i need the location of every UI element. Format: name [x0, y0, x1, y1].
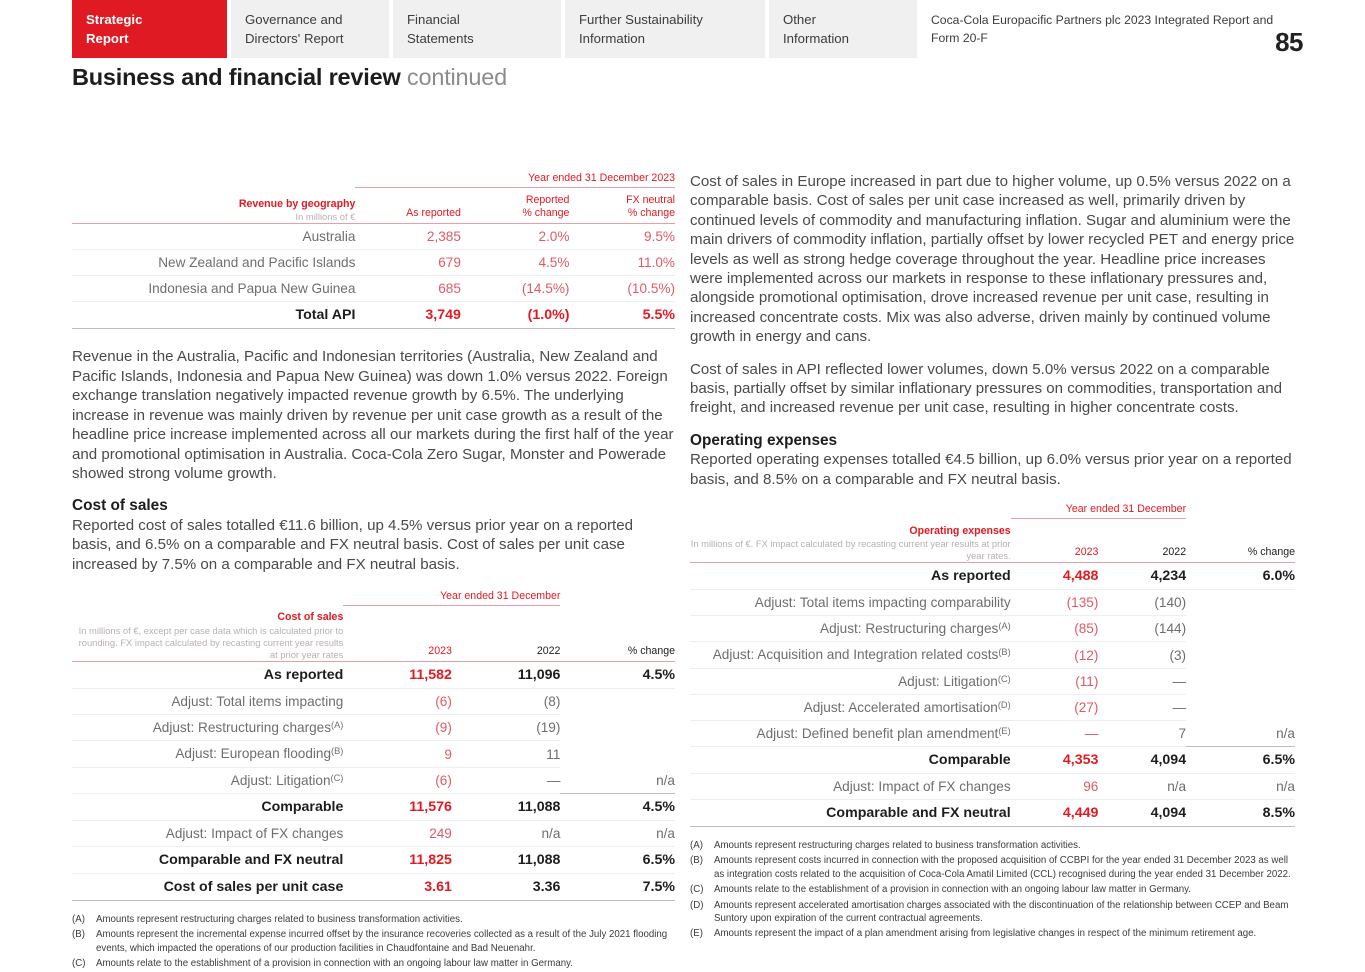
table-column-header-row [72, 605, 675, 661]
row-value-2022: 3.36 [452, 873, 561, 900]
column-header-as-reported [355, 188, 461, 224]
cost-of-sales-table [72, 590, 675, 901]
section-tabbar [72, 0, 1293, 58]
row-value-as-reported: 679 [355, 250, 461, 276]
row-value-change: n/a [560, 820, 675, 846]
row-label [72, 767, 343, 793]
row-value-change-na: n/a [656, 772, 675, 788]
row-value-reported-change: (1.0%) [461, 302, 570, 329]
footnote-item [72, 928, 675, 955]
table-row-per-unit-case [72, 873, 675, 900]
row-value-2023: (12) [1011, 642, 1099, 668]
row-label: Total API [72, 302, 355, 329]
row-label-footnote-mark: (B) [331, 746, 344, 757]
row-value-2023: 96 [1011, 774, 1099, 800]
row-value-2023: 9 [343, 741, 452, 767]
row-value-reported-change: 4.5% [461, 250, 570, 276]
row-value-2023: (135) [1011, 590, 1099, 616]
spacer-cell [690, 503, 1011, 519]
row-value-fx-neutral-change: 5.5% [569, 302, 675, 329]
operating-expenses-table-caption [690, 519, 1011, 563]
row-value-fx-neutral-change: 11.0% [569, 250, 675, 276]
page-title-continued: continued [406, 64, 508, 90]
tab-label-line1: Strategic [86, 11, 143, 27]
footnote-mark: (C) [690, 884, 704, 896]
row-value-fx-neutral-change: 9.5% [569, 224, 675, 250]
table-row-as-reported [72, 662, 675, 689]
row-value-2022: (3) [1098, 642, 1186, 668]
row-value-2022: n/a [1098, 774, 1186, 800]
row-value-2022: (140) [1098, 590, 1186, 616]
row-label-footnote-mark: (C) [330, 772, 344, 783]
column-header-2023: 2023 [1011, 519, 1099, 563]
column-header-line1: FX neutral [626, 194, 675, 206]
row-value-2022: 4,094 [1098, 800, 1186, 827]
row-label: Adjust: Impact of FX changes [72, 820, 343, 846]
footnote-item [72, 957, 675, 970]
row-value-2023: 4,449 [1011, 800, 1099, 827]
row-label [72, 715, 343, 741]
row-value-2022: 11,088 [452, 793, 561, 820]
tab-strategic-report[interactable] [72, 0, 227, 58]
right-paragraph-operating-expenses: Reported operating expenses totalled €4.5 billion, up 6.0% versus prior year on a reported basis, and 8.5% on a comparable and FX neutral basis. [690, 451, 1292, 488]
right-column [690, 172, 1295, 943]
row-value-2023: 4,353 [1011, 747, 1099, 774]
tab-label-line2: Information [579, 31, 645, 46]
footnote-mark: (A) [72, 913, 85, 925]
row-label-footnote-mark: (B) [998, 647, 1011, 658]
table-span-header-row [72, 172, 675, 188]
row-value-2022: 4,234 [1098, 563, 1186, 590]
footnote-item [690, 927, 1295, 940]
footnote-mark: (B) [72, 929, 85, 941]
footnote-text: Amounts relate to the establishment of a provision in connection with an ongoing labour law matter in Germany. [714, 884, 1191, 896]
row-label: New Zealand and Pacific Islands [72, 250, 355, 276]
tab-governance-and-directors-report[interactable] [231, 0, 389, 58]
left-paragraph-revenue: Revenue in the Australia, Pacific and Indonesian territories (Australia, New Zealand and Pacific Islands, Indonesia and Papua New Guinea) was down 1.0% versus 2022. Foreign exchange translation negatively impacted revenue growth by 6.5%. The underlying increase in revenue was mainly driven by revenue per unit case growth as a result of the headline price increase implemented across all our markets during the first half of the year and promotional optimisation in Australia. Coca-Cola Zero Sugar, Monster and Powerade showed strong volume growth. [72, 348, 674, 482]
table-row-comparable-fx-neutral [72, 846, 675, 873]
table-row [72, 689, 675, 715]
row-label-text: Adjust: Restructuring charges [820, 621, 999, 637]
cost-of-sales-table-caption [72, 605, 343, 661]
row-label-footnote-mark: (A) [331, 720, 344, 731]
footnote-text: Amounts represent restructuring charges related to business transformation activities. [714, 840, 1081, 852]
column-header-line1: As reported [406, 207, 461, 220]
row-value-change: 8.5% [1186, 800, 1295, 827]
tab-label-line2: Information [783, 31, 849, 46]
operating-expenses-table-title: Operating expenses [909, 524, 1011, 537]
column-header-2022: 2022 [452, 605, 561, 661]
table-row [690, 774, 1295, 800]
footnote-text: Amounts represent accelerated amortisation charges associated with the discontinuation of the relationship between CCEP and Beam Suntory upon expiration of the current contractual agreements. [714, 899, 1289, 925]
footnote-mark: (B) [690, 855, 703, 867]
column-header-line2: % change [522, 207, 570, 220]
row-value-change: 7.5% [560, 873, 675, 900]
row-label: Comparable and FX neutral [72, 846, 343, 873]
row-value-fx-neutral-change: (10.5%) [569, 276, 675, 302]
page-number: 85 [1275, 27, 1303, 57]
column-header-fx-neutral-change [569, 188, 675, 224]
row-label: Comparable and FX neutral [690, 800, 1011, 827]
column-header-percent-change: % change [1186, 519, 1295, 563]
revenue-table-title: Revenue by geography [238, 198, 356, 211]
column-header-2023: 2023 [343, 605, 452, 661]
row-value-2022: 11,096 [452, 662, 561, 689]
operating-expenses-table [690, 503, 1295, 827]
row-label-footnote-mark: (E) [998, 725, 1011, 736]
row-value-2022: 4,094 [1098, 747, 1186, 774]
row-value-2023: (11) [1011, 668, 1099, 694]
row-label: As reported [690, 563, 1011, 590]
row-value-change: 6.5% [560, 846, 675, 873]
table-row-comparable [72, 793, 675, 820]
footnote-text: Amounts represent restructuring charges related to business transformation activities. [96, 913, 463, 925]
row-label [690, 694, 1011, 720]
footnote-text: Amounts represent the incremental expense incurred offset by the insurance recoveries collected as a result of the July 2021 flooding events, which impacted the operations of our production facilities in Chaudfontaine and Bad Neuenahr. [96, 929, 668, 954]
column-header-line1: Reported [525, 194, 570, 206]
cost-of-sales-table-subtitle: In millions of €, except per case data which is calculated prior to rounding. FX impact calculated by recasting current year results at prior year rates [78, 624, 344, 661]
tab-other-information[interactable] [769, 0, 917, 58]
row-value-change: 4.5% [560, 662, 675, 689]
row-value-2023: 11,582 [343, 662, 452, 689]
row-label-text: Adjust: European flooding [175, 746, 332, 762]
footnote-mark: (D) [690, 899, 704, 911]
row-value-2023: 4,488 [1011, 563, 1099, 590]
revenue-table-subtitle: In millions of € [295, 211, 356, 223]
table-span-header-row [690, 503, 1295, 519]
row-value-change-na: n/a [1276, 726, 1295, 742]
table-row [72, 820, 675, 846]
row-label [690, 642, 1011, 668]
right-paragraph-europe: Cost of sales in Europe increased in part due to higher volume, up 0.5% versus 2022 on a comparable basis. Cost of sales per unit case increased as well, primarily driven by continued levels of commodity and manufacturing inflation. Sugar and aluminium were the main drivers of commodity inflation, partially offset by lower recycled PET and energy price levels as well as strong hedge coverage throughout the year. Headline price increases were implemented across our markets in response to these inflationary pressures and, alongside promotional optimisation, drove increased revenue per unit case, resulting in increased concentrate costs. Mix was also adverse, driven mainly by continued volume growth in energy and cans. [690, 173, 1295, 346]
table-row [690, 590, 1295, 616]
row-value-2023: (85) [1011, 616, 1099, 642]
right-paragraph-api: Cost of sales in API reflected lower volumes, down 5.0% versus 2022 on a comparable basis, partially offset by similar inflationary pressures on commodities, transportation and freight, and increased revenue per unit case, resulting in higher concentrate costs. [690, 360, 1283, 417]
table-row [72, 250, 675, 276]
row-value-2022: (144) [1098, 616, 1186, 642]
column-header-percent-change: % change [560, 605, 675, 661]
left-footnotes [72, 913, 675, 971]
tab-financial-statements[interactable] [393, 0, 561, 58]
tab-label-line1: Other [783, 11, 816, 27]
row-value-change: 6.0% [1186, 563, 1295, 590]
row-label-text: Adjust: Accelerated amortisation [803, 699, 998, 715]
table-row [72, 224, 675, 250]
row-value-reported-change: (14.5%) [461, 276, 570, 302]
left-paragraph-cost-of-sales: Reported cost of sales totalled €11.6 billion, up 4.5% versus prior year on a reported basis, and 6.5% on a comparable and FX neutral basis. Cost of sales per unit case increased by 7.5% on a comparable and FX neutral basis. [72, 516, 634, 573]
row-value-2022: 11 [452, 741, 561, 767]
row-value-2022: — [1098, 694, 1186, 720]
row-value-2022: — [1098, 668, 1186, 694]
row-label: Adjust: Total items impacting [72, 689, 343, 715]
tab-label-line2: Statements [407, 31, 474, 46]
revenue-table-caption [72, 188, 355, 224]
table-row-as-reported [690, 563, 1295, 590]
heading-cost-of-sales: Cost of sales [72, 497, 168, 515]
footnote-text: Amounts relate to the establishment of a provision in connection with an ongoing labour law matter in Germany. [96, 958, 573, 970]
page-title-main: Business and financial review [72, 64, 401, 90]
cost-of-sales-table-title: Cost of sales [277, 611, 344, 624]
row-value-2022: 7 [1098, 720, 1186, 746]
row-label-footnote-mark: (D) [997, 699, 1011, 710]
row-value-2023: (6) [343, 689, 452, 715]
row-label: Indonesia and Papua New Guinea [72, 276, 355, 302]
left-column [72, 172, 675, 972]
document-identifier [921, 0, 1293, 58]
tab-label-line2: Report [86, 31, 129, 46]
footnote-item [690, 854, 1295, 881]
footnote-item [690, 899, 1295, 926]
table-column-header-row [72, 188, 675, 224]
tab-label-line1: Financial [407, 11, 460, 27]
row-label: Adjust: Total items impacting comparability [690, 590, 1011, 616]
table-column-header-row [690, 519, 1295, 563]
row-value-reported-change: 2.0% [461, 224, 570, 250]
row-label-footnote-mark: (C) [997, 673, 1011, 684]
column-header-reported-change [461, 188, 570, 224]
spacer-cell [1186, 503, 1295, 519]
tab-label-line1: Further Sustainability [579, 11, 703, 27]
row-label-text: Adjust: Restructuring charges [152, 720, 332, 736]
tab-label-line2: Directors' Report [245, 31, 344, 46]
row-value-2022: (8) [452, 689, 561, 715]
row-label: Australia [72, 224, 355, 250]
footnote-mark: (E) [690, 928, 703, 940]
row-label [690, 616, 1011, 642]
row-label: Adjust: Impact of FX changes [690, 774, 1011, 800]
right-footnotes [690, 839, 1295, 941]
row-label-text: Adjust: Litigation [898, 673, 998, 689]
page-title [72, 64, 507, 91]
row-value-2022: 11,088 [452, 846, 561, 873]
tab-further-sustainability-information[interactable] [565, 0, 765, 58]
span-header-year-ended: Year ended 31 December [1011, 503, 1186, 519]
spacer-cell [560, 590, 675, 606]
row-value-as-reported: 2,385 [355, 224, 461, 250]
operating-expenses-table-subtitle: In millions of €. FX impact calculated by recasting current year results at prior year rates. [690, 537, 1011, 562]
footnote-text: Amounts represent costs incurred in connection with the proposed acquisition of CCBPI for the year ended 31 December 2023 as well as integration costs related to the acquisition of Coca-Cola Amatil Limited (CCL) recognised during the year ended 31 December 2022. [714, 855, 1291, 880]
row-value-2023: 11,576 [343, 793, 452, 820]
footnote-item [72, 913, 675, 926]
row-label: Comparable [72, 793, 343, 820]
row-label-text: Adjust: Litigation [230, 772, 331, 788]
table-span-header-row [72, 590, 675, 606]
footnote-mark: (A) [690, 840, 703, 852]
row-value-change: n/a [1186, 774, 1295, 800]
row-value-2022: n/a [452, 820, 561, 846]
row-value-2023: — [1011, 720, 1099, 746]
row-value-2023: 3.61 [343, 873, 452, 900]
row-value-2023: 249 [343, 820, 452, 846]
footnote-item [690, 839, 1295, 852]
document-identifier-line1: Coca-Cola Europacific Partners plc [931, 12, 1121, 27]
heading-operating-expenses: Operating expenses [690, 431, 838, 449]
row-value-2023: (27) [1011, 694, 1099, 720]
row-label-footnote-mark: (A) [998, 621, 1011, 632]
revenue-by-geography-table [72, 172, 675, 329]
table-row-comparable [690, 747, 1295, 774]
row-value-2023: (9) [343, 715, 452, 741]
footnote-item [690, 883, 1295, 896]
row-value-as-reported: 3,749 [355, 302, 461, 329]
row-value-change: 4.5% [560, 793, 675, 820]
row-label: Cost of sales per unit case [72, 873, 343, 900]
row-label: As reported [72, 662, 343, 689]
spacer-cell [72, 590, 343, 606]
table-row-comparable-fx-neutral [690, 800, 1295, 827]
footnote-text: Amounts represent the impact of a plan amendment arising from legislative changes in respect of the minimum retirement age. [714, 928, 1257, 940]
table-total-row [72, 302, 675, 329]
row-value-2022: (19) [452, 715, 561, 741]
row-value-2022: — [452, 767, 561, 793]
row-value-change: 6.5% [1186, 747, 1295, 774]
span-header-year-ended: Year ended 31 December [343, 590, 560, 606]
row-label [690, 668, 1011, 694]
table-row [72, 276, 675, 302]
row-value-as-reported: 685 [355, 276, 461, 302]
footnote-mark: (C) [72, 958, 86, 970]
row-label-text: Adjust: Defined benefit plan amendment [756, 726, 999, 742]
document-identifier-line2: 2023 Integrated Report and Form 20-F [931, 12, 1274, 45]
column-header-2022: 2022 [1098, 519, 1186, 563]
row-value-2023: 11,825 [343, 846, 452, 873]
row-label: Comparable [690, 747, 1011, 774]
column-header-line2: % change [627, 207, 675, 220]
spacer-cell [72, 172, 355, 188]
row-label [690, 720, 1011, 746]
row-value-2023: (6) [343, 767, 452, 793]
span-header-year-ended: Year ended 31 December 2023 [355, 172, 675, 188]
row-label [72, 741, 343, 767]
row-label-text: Adjust: Acquisition and Integration related costs [712, 647, 999, 663]
tab-label-line1: Governance and [245, 11, 343, 27]
